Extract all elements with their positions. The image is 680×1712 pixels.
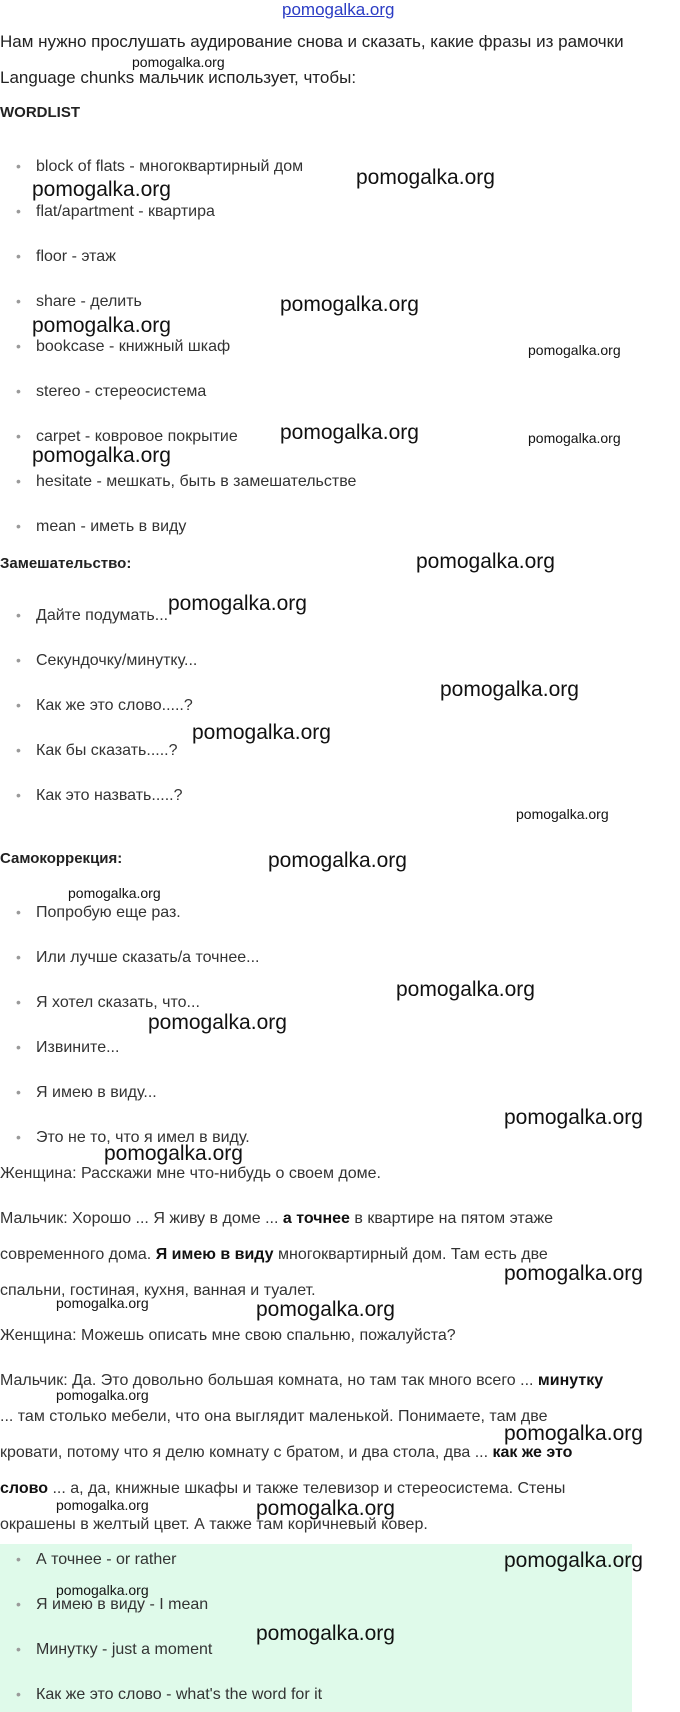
answer-item: • Минутку - just a moment — [16, 1641, 212, 1659]
dialogue-boy-1-line-3: спальни, гостиная, кухня, ванная и туалет. — [0, 1282, 316, 1299]
list-item: • Я имею в виду... — [16, 1084, 157, 1102]
watermark: pomogalka.org — [268, 849, 407, 872]
watermark: pomogalka.org — [280, 293, 419, 316]
list-item: • Или лучше сказать/а точнее... — [16, 949, 259, 967]
list-item: • floor - этаж — [16, 248, 116, 266]
watermark: pomogalka.org — [104, 1142, 243, 1165]
watermark: pomogalka.org — [528, 342, 621, 358]
watermark: pomogalka.org — [68, 885, 161, 901]
watermark: pomogalka.org — [32, 178, 171, 201]
list-item: • stereo - стереосистема — [16, 383, 206, 401]
watermark: pomogalka.org — [504, 1106, 643, 1129]
hesitation-heading: Замешательство: — [0, 555, 132, 572]
list-item: • Дайте подумать... — [16, 607, 168, 625]
list-item: • bookcase - книжный шкаф — [16, 338, 230, 356]
watermark: pomogalka.org — [516, 806, 609, 822]
watermark: pomogalka.org — [256, 1497, 395, 1520]
watermark: pomogalka.org — [192, 721, 331, 744]
watermark: pomogalka.org — [56, 1387, 149, 1403]
watermark: pomogalka.org — [528, 430, 621, 446]
watermark: pomogalka.org — [280, 421, 419, 444]
answer-item: • А точнее - or rather — [16, 1551, 176, 1569]
intro-line-2: Language chunks мальчик использует, чтобы: — [0, 68, 357, 87]
watermark: pomogalka.org — [396, 978, 535, 1001]
watermark: pomogalka.org — [32, 314, 171, 337]
watermark: pomogalka.org — [32, 444, 171, 467]
selfcorrection-heading: Самокоррекция: — [0, 850, 123, 867]
list-item: • Попробую еще раз. — [16, 904, 181, 922]
watermark: pomogalka.org — [56, 1295, 149, 1311]
watermark: pomogalka.org — [168, 592, 307, 615]
list-item: • Как же это слово.....? — [16, 697, 193, 715]
watermark: pomogalka.org — [256, 1298, 395, 1321]
watermark: pomogalka.org — [132, 54, 225, 70]
dialogue-woman-2: Женщина: Можешь описать мне свою спальню, пожалуйста? — [0, 1327, 456, 1344]
list-item: • Как это назвать.....? — [16, 787, 183, 805]
watermark: pomogalka.org — [504, 1422, 643, 1445]
intro-line-1: Нам нужно прослушать аудирование снова и сказать, какие фразы из рамочки — [0, 32, 624, 51]
dialogue-boy-1-line-1: Мальчик: Хорошо ... Я живу в доме ... а точнее в квартире на пятом этаже — [0, 1210, 554, 1227]
list-item: • Извините... — [16, 1039, 119, 1057]
watermark: pomogalka.org — [356, 166, 495, 189]
list-item: • carpet - ковровое покрытие — [16, 428, 238, 446]
watermark: pomogalka.org — [148, 1011, 287, 1034]
list-item: • flat/apartment - квартира — [16, 203, 215, 221]
answer-item: • Я имею в виду - I mean — [16, 1596, 208, 1614]
dialogue-boy-2-line-1: Мальчик: Да. Это довольно большая комната, но там так много всего ... минутку — [0, 1372, 604, 1389]
watermark: pomogalka.org — [504, 1549, 643, 1572]
watermark: pomogalka.org — [56, 1497, 149, 1513]
dialogue-boy-2-line-5: окрашены в желтый цвет. А также там коричневый ковер. — [0, 1516, 428, 1533]
list-item: • hesitate - мешкать, быть в замешательстве — [16, 473, 356, 491]
answer-item: • Как же это слово - what's the word for it — [16, 1686, 322, 1704]
list-item: • Как бы сказать.....? — [16, 742, 178, 760]
list-item: • Я хотел сказать, что... — [16, 994, 200, 1012]
dialogue-boy-2-line-4: слово ... а, да, книжные шкафы и также телевизор и стереосистема. Стены — [0, 1480, 566, 1497]
dialogue-boy-2-line-2: ... там столько мебели, что она выглядит маленькой. Понимаете, там две — [0, 1408, 548, 1425]
dialogue-boy-2-line-3: кровати, потому что я делю комнату с братом, и два стола, два ... как же это — [0, 1444, 573, 1461]
list-item: • share - делить — [16, 293, 142, 311]
list-item: • Секундочку/минутку... — [16, 652, 197, 670]
header-watermark-link[interactable]: pomogalka.org — [282, 0, 395, 19]
list-item: • block of flats - многоквартирный дом — [16, 158, 303, 176]
watermark: pomogalka.org — [440, 678, 579, 701]
watermark: pomogalka.org — [256, 1622, 395, 1645]
watermark: pomogalka.org — [56, 1582, 149, 1598]
watermark: pomogalka.org — [416, 550, 555, 573]
wordlist-heading: WORDLIST — [0, 104, 80, 121]
list-item: • Это не то, что я имел в виду. — [16, 1129, 250, 1147]
dialogue-woman-1: Женщина: Расскажи мне что-нибудь о своем доме. — [0, 1165, 381, 1182]
dialogue-boy-1-line-2: современного дома. Я имею в виду многоквартирный дом. Там есть две — [0, 1246, 548, 1263]
list-item: • mean - иметь в виду — [16, 518, 186, 536]
watermark: pomogalka.org — [504, 1262, 643, 1285]
